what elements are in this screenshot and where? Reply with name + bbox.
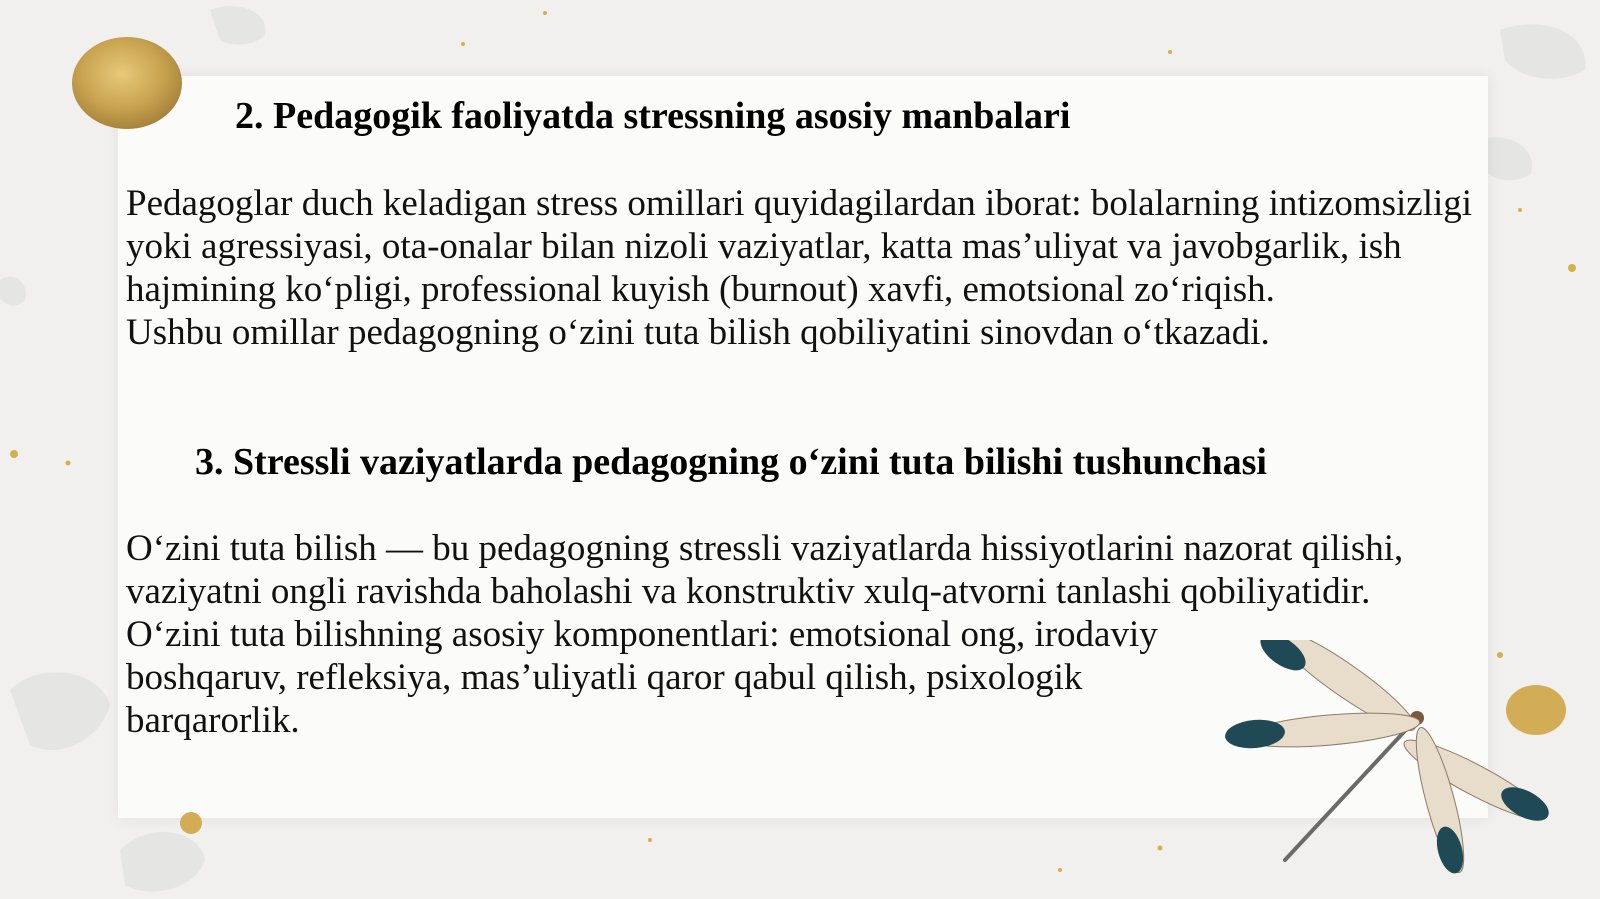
gold-circle-icon bbox=[178, 810, 204, 836]
section-heading-2: 3. Stressli vaziyatlarda pedagogning o‘zini tuta bilishi tushunchasi bbox=[195, 441, 1267, 483]
section-heading-1: 2. Pedagogik faoliyatda stressning asosiy manbalari bbox=[235, 95, 1071, 137]
section-2-paragraph-1: O‘zini tuta bilish — bu pedagogning stressli vaziyatlarda hissiyotlarini nazorat qilishi, vaziyatni ongli ravishda baholashi va konstruktiv xulq-atvorni tanlashi qobiliyatidir. bbox=[126, 528, 1404, 612]
section-1-paragraph-2: Ushbu omillar pedagogning o‘zini tuta bilish qobiliyatini sinovdan o‘tkazadi. bbox=[126, 312, 1270, 353]
section-2-body bbox=[126, 527, 1486, 742]
gold-circle-icon bbox=[70, 36, 184, 130]
section-2-paragraph-2: O‘zini tuta bilishning asosiy komponentlari: emotsional ong, irodaviy boshqaruv, refleksiya, mas’uliyatli qaror qabul qilish, psixologik barqarorlik. bbox=[126, 614, 1158, 741]
section-1-paragraph-1: Pedagoglar duch keladigan stress omillari quyidagilardan iborat: bolalarning intizomsizligi yoki agressiyasi, ota-onalar bilan nizoli vaziyatlar, katta mas’uliyat va javobgarlik, ish hajmining ko‘pligi, professional kuyish (burnout) xavfi, emotsional zo‘riqish. bbox=[126, 183, 1473, 310]
section-1-body bbox=[126, 182, 1486, 354]
